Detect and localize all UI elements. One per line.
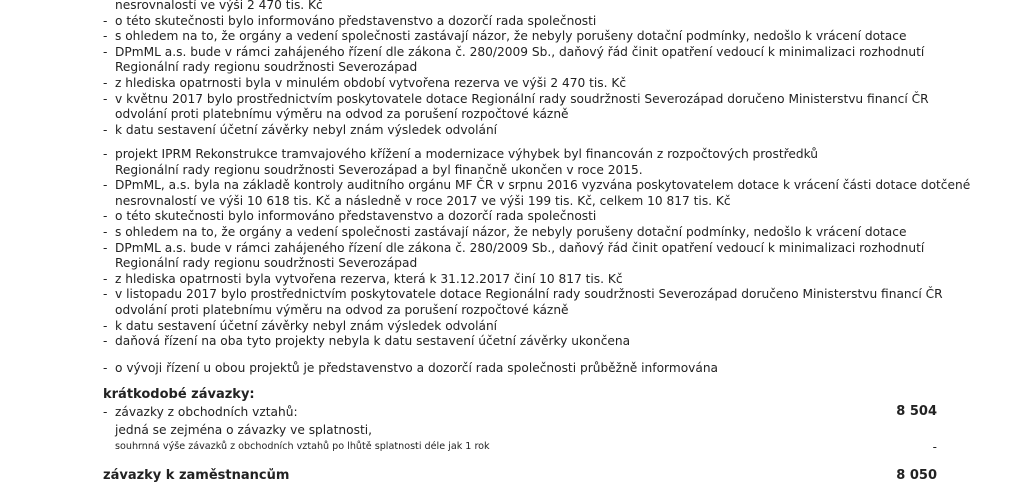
line-text: v listopadu 2017 bylo prostřednictvím poskytovatele dotace Regionální rady soudržnosti Severozápad doručeno Ministerstvu financí ČR <box>115 287 943 302</box>
line-text: z hlediska opatrnosti byla v minulém období vytvořena rezerva ve výši 2 470 tis. Kč <box>115 76 627 90</box>
bullet-dash: - <box>103 29 108 44</box>
bullet-dash: - <box>103 361 108 375</box>
row-label: souhrnná výše závazků z obchodních vztahů po lhůtě splatnosti déle jak 1 rok <box>115 441 490 452</box>
bullet-dash: - <box>103 13 108 28</box>
line-text: DPmML a.s. bude v rámci zahájeného řízení dle zákona č. 280/2009 Sb., daňový řád činit opatření vedoucí k minimalizaci rozhodnutí <box>115 240 925 255</box>
row-label: závazky z obchodních vztahů: <box>115 405 298 419</box>
line-text: z hlediska opatrnosti byla vytvořena rezerva, která k 31.12.2017 činí 10 817 tis. Kč <box>115 271 623 286</box>
bullet-dash: - <box>103 271 108 286</box>
line-text: projekt IPRM Rekonstrukce tramvajového křížení a modernizace výhybek byl financován z rozpočtových prostředků <box>115 147 818 161</box>
bullet-dash: - <box>103 147 108 161</box>
bullet-dash: - <box>103 334 108 348</box>
row-amount: 8 504 <box>896 404 937 419</box>
bullet-dash: - <box>103 76 108 90</box>
line-text: nesrovnalostí ve výši 10 618 tis. Kč a následně v roce 2017 ve výši 199 tis. Kč, celkem 10 817 tis. Kč <box>115 193 731 208</box>
line-text: DPmML, a.s. byla na základě kontroly auditního orgánu MF ČR v srpnu 2016 vyzvána poskytovatelem dotace k vrácení části dotace dotčené <box>115 178 971 193</box>
line-text: odvolání proti platebnímu výměru na odvod za porušení rozpočtové kázně <box>115 107 569 122</box>
line-text: Regionální rady regionu soudržnosti Severozápad <box>115 60 418 75</box>
bullet-dash: - <box>103 178 108 193</box>
bullet-dash: - <box>103 287 108 302</box>
bullet-dash: - <box>103 318 108 333</box>
bullet-dash: - <box>103 91 108 106</box>
line-text: k datu sestavení účetní závěrky nebyl znám výsledek odvolání <box>115 122 498 137</box>
bullet-dash: - <box>103 44 108 59</box>
line-text: DPmML a.s. bude v rámci zahájeného řízení dle zákona č. 280/2009 Sb., daňový řád činit opatření vedoucí k minimalizaci rozhodnutí <box>115 44 925 59</box>
line-text: o této skutečnosti bylo informováno představenstvo a dozorčí rada společnosti <box>115 13 597 28</box>
line-text: Regionální rady regionu soudržnosti Severozápad <box>115 256 418 271</box>
bullet-dash: - <box>103 209 108 224</box>
line-text: k datu sestavení účetní závěrky nebyl znám výsledek odvolání <box>115 318 498 333</box>
line-text: v květnu 2017 bylo prostřednictvím poskytovatele dotace Regionální rady soudržnosti Severozápad doručeno Ministerstvu financí ČR <box>115 91 929 106</box>
row-amount: 8 050 <box>896 468 937 483</box>
cut-off-row <box>0 468 1023 488</box>
note-text: o vývoji řízení u obou projektů je představenstvo a dozorčí rada společnosti průběžně informována <box>115 361 719 375</box>
line-text: s ohledem na to, že orgány a vedení společnosti zastávají názor, že nebyly porušeny dotační podmínky, nedošlo k vrácení dotace <box>115 29 907 44</box>
bullet-dash: - <box>103 122 108 137</box>
line-text: nesrovnalostí ve výši 2 470 tis. Kč <box>115 0 323 12</box>
row-label: závazky k zaměstnancům <box>103 468 290 483</box>
bullet-dash: - <box>103 240 108 255</box>
line-text: s ohledem na to, že orgány a vedení společnosti zastávají názor, že nebyly porušeny dotační podmínky, nedošlo k vrácení dotace <box>115 225 907 239</box>
row-amount: - <box>932 440 937 454</box>
line-text: Regionální rady regionu soudržnosti Severozápad a byl finančně ukončen v roce 2015. <box>115 162 643 177</box>
row-label: jedná se zejména o závazky ve splatnosti, <box>115 423 372 437</box>
bullet-dash: - <box>103 225 108 239</box>
bullet-dash: - <box>103 405 108 419</box>
section-heading: krátkodobé závazky: <box>103 387 255 402</box>
line-text: odvolání proti platebnímu výměru na odvod za porušení rozpočtové kázně <box>115 303 569 317</box>
line-text: o této skutečnosti bylo informováno představenstvo a dozorčí rada společnosti <box>115 209 597 224</box>
note-text: daňová řízení na oba tyto projekty nebyla k datu sestavení účetní závěrky ukončena <box>115 334 631 348</box>
